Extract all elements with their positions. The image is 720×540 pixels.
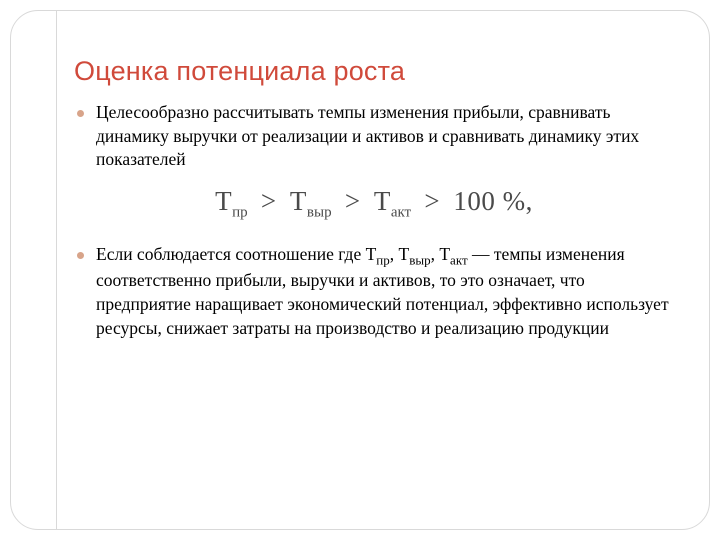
slide-vertical-rule <box>56 11 57 529</box>
second-bullet-sub-2: выр <box>409 252 431 268</box>
formula-term-2-base: Т <box>289 185 307 216</box>
formula-operator-1: > <box>260 185 277 216</box>
formula-value: 100 %, <box>453 185 533 216</box>
formula-term-1-sub: пр <box>232 204 248 221</box>
page-title: Оценка потенциала роста <box>74 56 406 86</box>
formula-term-2-sub: выр <box>306 204 332 221</box>
bullet-text <box>96 244 669 337</box>
second-bullet-part-2: , Т <box>389 244 410 265</box>
second-bullet-sub-3: акт <box>450 252 468 268</box>
list-item <box>74 101 674 172</box>
slide-content <box>74 56 674 350</box>
formula-block <box>74 186 674 221</box>
formula-operator-2: > <box>344 185 361 216</box>
second-bullet-part-1: Если соблюдается соотношение где Т <box>96 244 377 265</box>
second-bullet-part-4: — темпы изменения соответственно прибыли, выручки и активов, то это означает, что предприятие наращивает экономический потенциал, эффективно использует ресурсы, снижает затраты на производство и реализацию продукции <box>96 244 669 338</box>
formula-operator-3: > <box>424 185 441 216</box>
bullet-dot-icon <box>77 110 84 117</box>
bullet-list-secondary <box>74 243 674 340</box>
bullet-dot-icon <box>77 252 84 259</box>
second-bullet-sub-1: пр <box>376 252 390 268</box>
bullet-list <box>74 101 674 172</box>
bullet-text: Целесообразно рассчитывать темпы изменения прибыли, сравнивать динамику выручки от реализации и активов и сравнивать динамику этих показателей <box>96 102 640 170</box>
formula-expression <box>215 186 533 221</box>
second-bullet-part-3: , Т <box>430 244 451 265</box>
list-item <box>74 243 674 340</box>
formula-term-3-sub: акт <box>390 204 412 221</box>
formula-term-3-base: Т <box>373 185 391 216</box>
formula-term-1-base: Т <box>215 185 233 216</box>
